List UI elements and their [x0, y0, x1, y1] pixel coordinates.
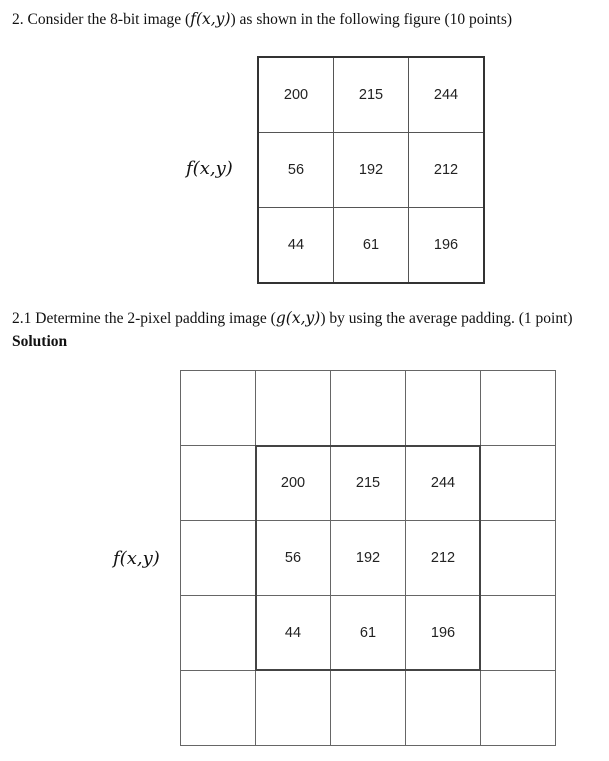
image-row [258, 57, 484, 133]
padded-cell[interactable] [481, 371, 556, 446]
padded-cell[interactable] [331, 371, 406, 446]
image-label [186, 158, 233, 179]
image-cell: 196 [409, 208, 485, 284]
padded-row [181, 521, 556, 596]
image-cell: 44 [258, 208, 334, 284]
image-cell: 192 [334, 133, 409, 208]
padded-cell[interactable] [331, 671, 406, 746]
padded-cell: 61 [331, 596, 406, 671]
padded-cell[interactable] [256, 371, 331, 446]
padded-cell[interactable] [481, 671, 556, 746]
padded-grid [180, 370, 556, 746]
image-cell: 212 [409, 133, 485, 208]
subquestion-suffix: ) by using the average padding. (1 point) [320, 310, 573, 327]
padded-cell[interactable] [481, 596, 556, 671]
image-row [258, 133, 484, 208]
question-args: (x,y) [195, 10, 231, 28]
padded-label-func: f [113, 548, 120, 569]
padded-cell[interactable] [181, 446, 256, 521]
padded-row [181, 371, 556, 446]
padded-cell: 192 [331, 521, 406, 596]
padded-cell[interactable] [181, 596, 256, 671]
padded-label-args: (x,y) [119, 548, 160, 569]
subquestion-args: (x,y) [285, 309, 321, 327]
question-prefix: 2. Consider the 8-bit image ( [12, 11, 191, 28]
image-cell: 61 [334, 208, 409, 284]
image-label-args: (x,y) [192, 158, 233, 179]
padded-cell[interactable] [481, 521, 556, 596]
image-row [258, 208, 484, 284]
image-grid [257, 56, 485, 284]
question-func: f [190, 10, 196, 28]
padded-cell: 56 [256, 521, 331, 596]
padded-cell: 244 [406, 446, 481, 521]
padded-cell[interactable] [181, 671, 256, 746]
padded-cell: 215 [331, 446, 406, 521]
padded-cell: 200 [256, 446, 331, 521]
image-cell: 56 [258, 133, 334, 208]
question-suffix: ) as shown in the following figure (10 points) [230, 11, 513, 28]
padded-row [181, 446, 556, 521]
question-text [12, 10, 512, 29]
padded-cell[interactable] [181, 371, 256, 446]
padded-row [181, 671, 556, 746]
image-cell: 244 [409, 57, 485, 133]
image-cell: 200 [258, 57, 334, 133]
subquestion-func: g [275, 309, 286, 327]
padded-cell: 212 [406, 521, 481, 596]
padded-label [113, 548, 160, 569]
padded-cell[interactable] [406, 371, 481, 446]
padded-cell[interactable] [406, 671, 481, 746]
padded-cell: 196 [406, 596, 481, 671]
solution-label: Solution [12, 333, 68, 350]
subquestion-prefix: 2.1 Determine the 2-pixel padding image ( [12, 310, 276, 327]
image-cell: 215 [334, 57, 409, 133]
padded-cell[interactable] [181, 521, 256, 596]
padded-row [181, 596, 556, 671]
subquestion-text [12, 309, 573, 328]
padded-cell[interactable] [256, 671, 331, 746]
image-label-func: f [186, 158, 193, 179]
padded-cell: 44 [256, 596, 331, 671]
padded-cell[interactable] [481, 446, 556, 521]
